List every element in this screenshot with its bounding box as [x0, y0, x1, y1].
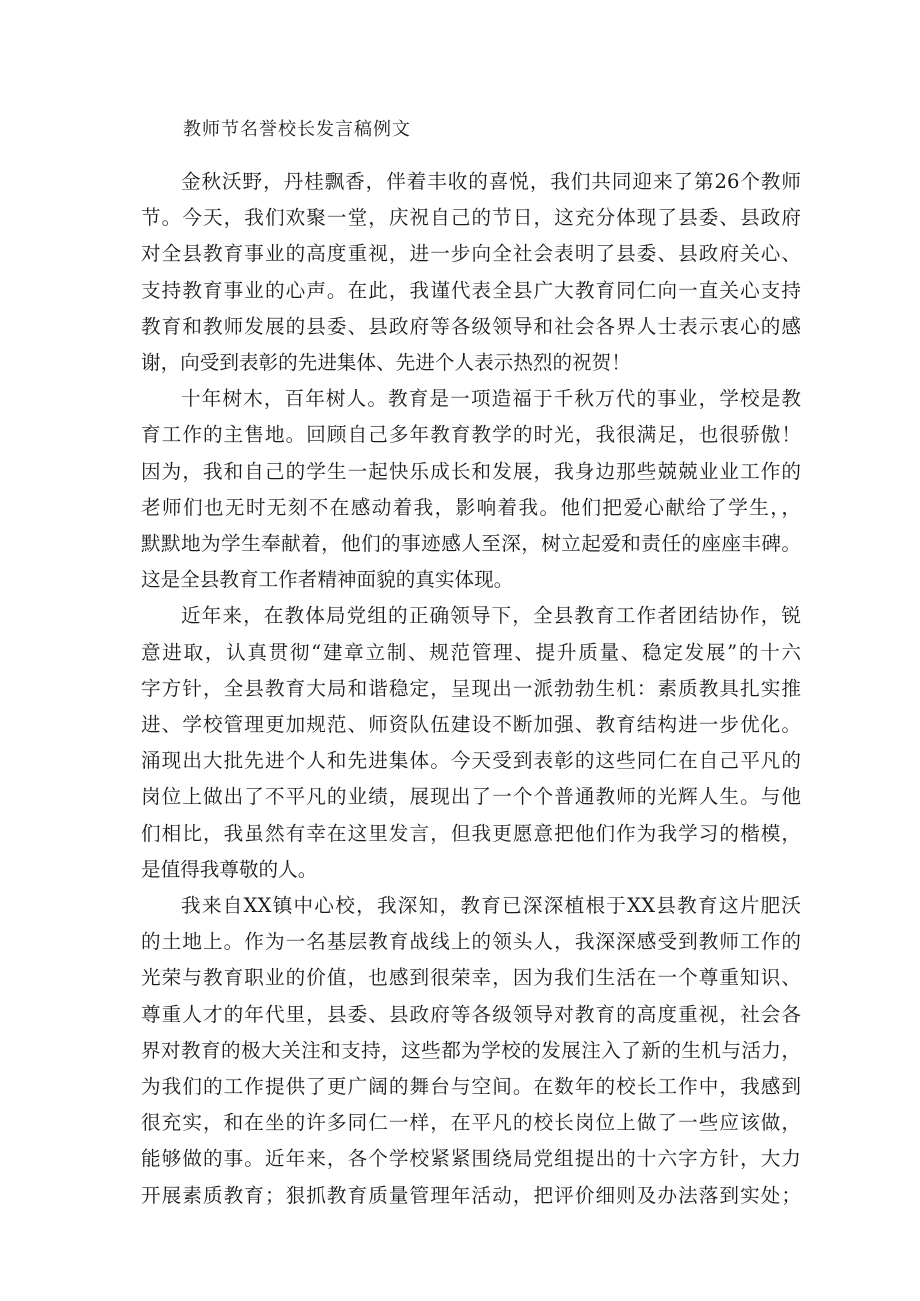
paragraph-line: 开展素质教育；狠抓教育质量管理年活动，把评价细则及办法落到实处；: [141, 1183, 801, 1207]
paragraph-line: 默默地为学生奉献着，他们的事迹感人至深，树立起爱和责任的座座丰碑。: [141, 532, 801, 556]
paragraph-line: 支持教育事业的心声。在此，我谨代表全县广大教育同仁向一直关心支持: [141, 278, 801, 302]
paragraph-line: 尊重人才的年代里，县委、县政府等各级领导对教育的高度重视，社会各: [141, 1002, 801, 1026]
paragraph-line: 能够做的事。近年来，各个学校紧紧围绕局党组提出的十六字方针，大力: [141, 1147, 801, 1171]
paragraph-line: 的土地上。作为一名基层教育战线上的领头人，我深深感受到教师工作的: [141, 930, 801, 954]
paragraph-line: 近年来，在教体局党组的正确领导下，全县教育工作者团结协作，锐: [181, 604, 801, 628]
paragraph-line: 金秋沃野，丹桂飘香，伴着丰收的喜悦，我们共同迎来了第26个教师: [181, 170, 801, 193]
paragraph-1: [141, 164, 801, 381]
paragraph-line: 老师们也无时无刻不在感动着我，影响着我。他们把爱心献给了学生，，: [141, 495, 801, 519]
paragraph-line: 字方针，全县教育大局和谐稳定，呈现出一派勃勃生机：素质教具扎实推: [141, 676, 801, 700]
paragraph-line: 涌现出大批先进个人和先进集体。今天受到表彰的这些同仁在自己平凡的: [141, 749, 801, 773]
paragraph-line: 为我们的工作提供了更广阔的舞台与空间。在数年的校长工作中，我感到: [141, 1075, 801, 1099]
document-body: [141, 164, 801, 1214]
paragraph-line: 我来自XX镇中心校，我深知，教育已深深植根于XX县教育这片肥沃: [181, 894, 801, 918]
paragraph-4: [141, 888, 801, 1214]
paragraph-line: 岗位上做出了不平凡的业绩，展现出了一个个普通教师的光辉人生。与他: [141, 785, 801, 809]
paragraph-line: 意进取，认真贯彻“建章立制、规范管理、提升质量、稳定发展”的十六: [141, 640, 801, 664]
paragraph-line: 谢，向受到表彰的先进集体、先进个人表示热烈的祝贺！: [141, 351, 631, 375]
paragraph-line: 这是全县教育工作者精神面貌的真实体现。: [141, 568, 514, 592]
paragraph-line: 因为，我和自己的学生一起快乐成长和发展，我身边那些兢兢业业工作的: [141, 459, 801, 483]
paragraph-line: 教育和教师发展的县委、县政府等各级领导和社会各界人士表示衷心的感: [141, 314, 801, 338]
document-title: 教师节名誉校长发言稿例文: [183, 119, 411, 140]
paragraph-line: 育工作的主售地。回顾自己多年教育教学的时光，我很满足，也很骄傲！: [141, 423, 801, 447]
paragraph-line: 节。今天，我们欢聚一堂，庆祝自己的节日，这充分体现了县委、县政府: [141, 206, 801, 230]
paragraph-line: 们相比，我虽然有幸在这里发言，但我更愿意把他们作为我学习的楷模，: [141, 821, 801, 845]
paragraph-line: 十年树木，百年树人。教育是一项造福于千秋万代的事业，学校是教: [181, 387, 801, 411]
paragraph-line: 界对教育的极大关注和支持，这些都为学校的发展注入了新的生机与活力，: [141, 1038, 801, 1062]
paragraph-line: 对全县教育事业的高度重视，进一步向全社会表明了县委、县政府关心、: [141, 242, 801, 266]
paragraph-3: [141, 598, 801, 888]
paragraph-line: 光荣与教育职业的价值，也感到很荣幸，因为我们生活在一个尊重知识、: [141, 966, 801, 990]
paragraph-2: [141, 381, 801, 598]
paragraph-line: 进、学校管理更加规范、师资队伍建设不断加强、教育结构进一步优化。: [141, 713, 801, 737]
paragraph-line: 很充实，和在坐的许多同仁一样，在平凡的校长岗位上做了一些应该做，: [141, 1111, 801, 1135]
paragraph-line: 是值得我尊敬的人。: [141, 857, 318, 881]
